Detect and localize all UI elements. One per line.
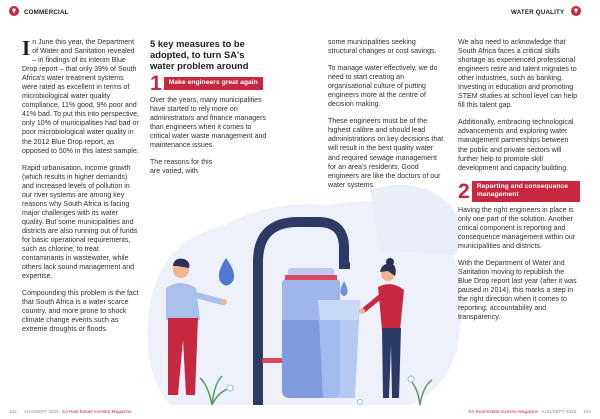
column-3 <box>328 38 446 198</box>
paragraph-technology: Additionally, embracing technological advancements and exploring water management partnerships between the public and private sectors will further help to promote skill development and capacity building. <box>458 119 574 172</box>
column-1 <box>22 38 140 342</box>
drop-cap: I <box>22 36 31 60</box>
step-2-label: Reporting and consequence management <box>472 181 580 202</box>
article-subheading: 5 key measures to be adopted, to turn SA's water problem around <box>150 38 249 71</box>
column-2 <box>150 38 270 184</box>
step-2-number: 2 <box>458 179 470 203</box>
step-1-number: 1 <box>150 72 162 95</box>
paragraph-scarcity: Compounding this problem is the fact that South Africa is a water scarce country, and more prone to shock climate change events such as extreme droughts or floods. <box>22 290 139 334</box>
paragraph-skills: We also need to acknowledge that South Africa faces a critical skills shortage as experienced professional engineers retire and talent migrates to other industries, such as banking. Investing in education and promoting STEM studies at school level can help fill this talent gap. <box>458 39 578 110</box>
intro-paragraph: In June this year, the Department of Water and Sanitation revealed – in findings of its interim Blue Drop report – that only 39% of South Africa's water treatment systems were rated as excellent in terms of microbiological water quality compliance, 11% good, 9% poor and 41% bad. To put this into perspective, only 10% of municipalities had bad or poor microbiological water quality in the 2012 Blue Drop report, as opposed to 50% in this latest sample. <box>22 36 139 155</box>
issue-date-right: AUG/SEPT 2023 <box>541 409 577 414</box>
paragraph-reasons: The reasons for this are varied, with <box>150 159 213 176</box>
woman-hand <box>359 308 365 314</box>
flower-small <box>358 400 363 405</box>
page-number-left: 102 <box>9 409 17 414</box>
section-label-water-quality: WATER QUALITY <box>511 9 565 16</box>
page-number-right: 104 <box>583 409 591 414</box>
glass-rim <box>318 300 360 320</box>
woman-bun <box>386 258 394 266</box>
section-label-commercial: COMMERCIAL <box>24 9 69 16</box>
man-hand <box>221 299 227 305</box>
tap-spout <box>339 262 350 269</box>
footer-left <box>9 409 132 414</box>
paragraph-calibre: These engineers must be of the highest calibre and should lead administrations on key decisions that will result in the best quality water and required sewage management for an area's residents. Good engineers are like the doctors of our water systems. <box>328 118 444 189</box>
issue-date-left: AUG/SEPT 2023 <box>23 409 59 414</box>
paragraph-engineers: Over the years, many municipalities have started to rely more on administrators and finance managers than engineers when it comes to critical water waste management and maintenance issues. <box>150 97 267 150</box>
woman-top <box>378 284 404 330</box>
step-1-label: Make engineers great again <box>164 77 263 90</box>
magazine-name-left: SA Real Estate Investor Magazine <box>61 409 132 414</box>
column-4 <box>458 38 580 330</box>
paragraph-reporting: Having the right engineers in place is only one part of the solution. Another critical component is reporting and consequence management within our municipalities and districts. <box>458 206 576 250</box>
paragraph-structural: some municipalities seeking structural changes or cost savings. <box>328 39 437 56</box>
flower <box>227 385 233 391</box>
magazine-name-right: SA Real Estate Investor Magazine <box>468 409 539 414</box>
paragraph-blue-drop: With the Department of Water and Sanitation moving to republish the Blue Drop report last year (after it was paused in 2014), this marks a step in the right direction when it comes to reporting, accountability and transparency. <box>458 259 577 322</box>
step-1-heading <box>150 72 270 95</box>
paragraph-urbanisation: Rapid urbanisation, income growth (which results in higher demands) and increased levels of pollution in our river systems are among key reasons why South Africa is facing major challenges with its water quality. But some municipalities and districts are also running out of funds for basic operational requirements, such as chlorine, to treat contaminants in wastewater, while others lack sound management and expertise. <box>22 164 138 281</box>
footer-right <box>468 409 591 414</box>
paragraph-culture: To manage water effectively, we do need to start creating an organisational culture of putting engineers more at the centre of decision making. <box>328 65 438 109</box>
flower-right <box>408 376 414 382</box>
step-2-heading <box>458 181 580 202</box>
bottle-band <box>285 275 337 280</box>
man-shirt <box>166 283 200 320</box>
